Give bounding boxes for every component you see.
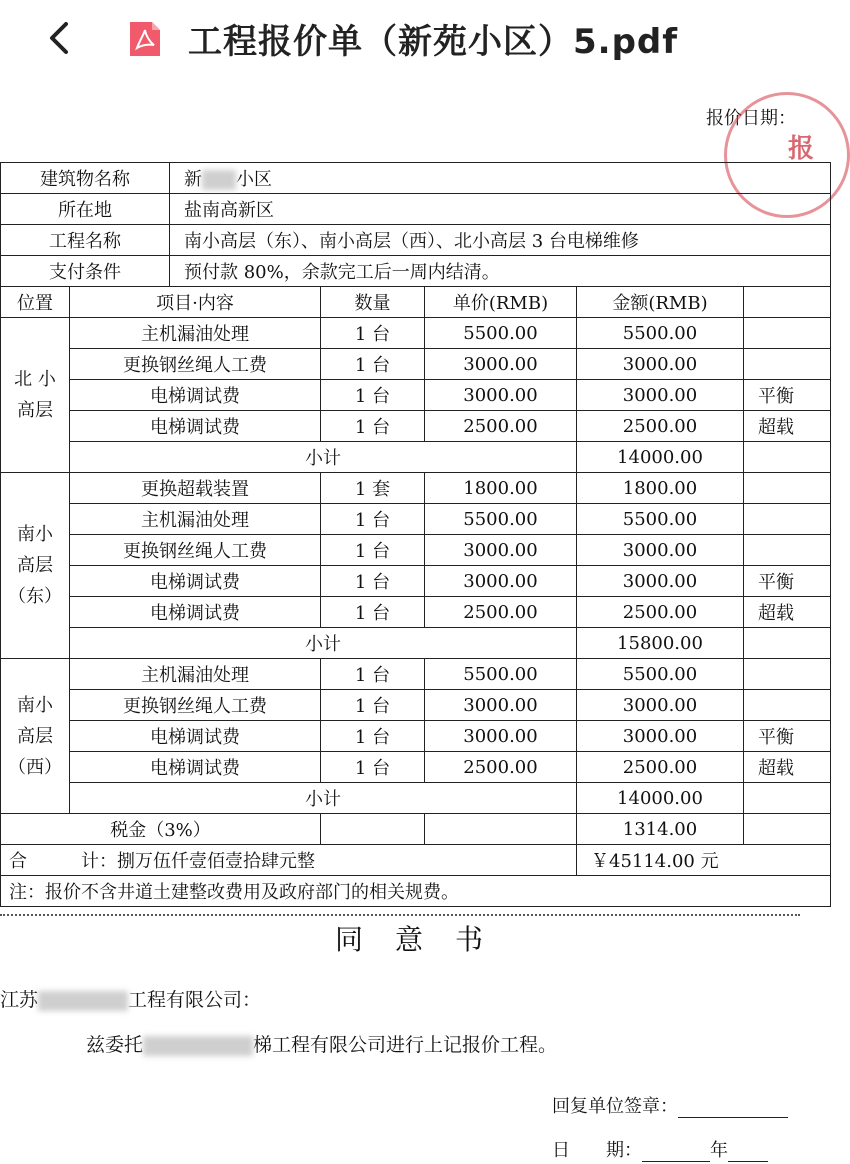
agreement-body: 兹委托 梯工程有限公司进行上记报价工程。 [86, 1034, 558, 1056]
item-cell: 电梯调试费 [70, 566, 321, 597]
pdf-icon [126, 20, 164, 58]
tax-row [1, 814, 831, 845]
price-cell: 3000.00 [425, 535, 577, 566]
subtotal-label: 小计 [70, 442, 577, 473]
qty-cell: 1 台 [321, 349, 425, 380]
tax-empty [425, 814, 577, 845]
qty-cell: 1 台 [321, 721, 425, 752]
price-cell: 3000.00 [425, 721, 577, 752]
qty-cell: 1 台 [321, 411, 425, 442]
subtotal-row [1, 628, 831, 659]
amount-cell: 5500.00 [577, 659, 744, 690]
agreement-recipient: 江苏 工程有限公司： [0, 989, 262, 1011]
qty-cell: 1 台 [321, 380, 425, 411]
note-cell [744, 659, 831, 690]
amount-cell: 2500.00 [577, 411, 744, 442]
date-line: 日 期： 年 [552, 1136, 768, 1162]
note-cell [744, 473, 831, 504]
info-label: 所在地 [1, 194, 170, 225]
column-header-row [1, 287, 831, 318]
item-row [1, 473, 831, 504]
item-row [1, 380, 831, 411]
price-cell: 2500.00 [425, 752, 577, 783]
subtotal-row [1, 442, 831, 473]
divider [0, 914, 800, 916]
price-cell: 3000.00 [425, 349, 577, 380]
item-cell: 主机漏油处理 [70, 318, 321, 349]
info-row [1, 225, 831, 256]
amount-cell: 2500.00 [577, 752, 744, 783]
item-row [1, 504, 831, 535]
item-cell: 更换钢丝绳人工费 [70, 535, 321, 566]
info-row [1, 163, 831, 194]
price-cell: 5500.00 [425, 318, 577, 349]
col-qty: 数量 [321, 287, 425, 318]
subtotal-amount: 15800.00 [577, 628, 744, 659]
note-cell: 平衡 [744, 566, 831, 597]
col-note [744, 287, 831, 318]
info-value: 盐南高新区 [170, 194, 831, 225]
note-cell: 平衡 [744, 721, 831, 752]
qty-cell: 1 台 [321, 535, 425, 566]
qty-cell: 1 台 [321, 659, 425, 690]
price-cell: 1800.00 [425, 473, 577, 504]
price-cell: 2500.00 [425, 411, 577, 442]
col-amount: 金额(RMB) [577, 287, 744, 318]
note-cell [744, 442, 831, 473]
qty-cell: 1 台 [321, 504, 425, 535]
note-cell [744, 628, 831, 659]
location-cell: 南小 高层 （东） [1, 473, 70, 659]
location-cell: 南小 高层 （西） [1, 659, 70, 814]
item-cell: 电梯调试费 [70, 721, 321, 752]
subtotal-amount: 14000.00 [577, 442, 744, 473]
chevron-left-icon[interactable] [42, 18, 78, 58]
note-cell: 超载 [744, 411, 831, 442]
info-value: 预付款 80%，余款完工后一周内结清。 [170, 256, 831, 287]
item-row [1, 411, 831, 442]
info-value: 新 小区 [170, 163, 831, 194]
price-cell: 3000.00 [425, 380, 577, 411]
quote-table [0, 162, 831, 907]
subtotal-amount: 14000.00 [577, 783, 744, 814]
amount-cell: 1800.00 [577, 473, 744, 504]
redaction [38, 991, 128, 1011]
top-bar [0, 0, 800, 80]
sign-line: 回复单位签章： [552, 1092, 788, 1118]
price-cell: 3000.00 [425, 566, 577, 597]
item-row [1, 566, 831, 597]
stamp-char: 报 [788, 134, 815, 164]
total-row [1, 845, 831, 876]
amount-cell: 3000.00 [577, 566, 744, 597]
subtotal-row [1, 783, 831, 814]
qty-cell: 1 台 [321, 318, 425, 349]
note-cell [744, 349, 831, 380]
amount-cell: 5500.00 [577, 504, 744, 535]
qty-cell: 1 台 [321, 566, 425, 597]
item-row [1, 535, 831, 566]
amount-cell: 3000.00 [577, 349, 744, 380]
quote-date-label: 报价日期： [706, 108, 796, 129]
total-amount: ￥45114.00 元 [577, 845, 831, 876]
info-row [1, 194, 831, 225]
qty-cell: 1 套 [321, 473, 425, 504]
col-item: 项目·内容 [70, 287, 321, 318]
amount-cell: 3000.00 [577, 690, 744, 721]
note-cell: 超载 [744, 597, 831, 628]
total-label: 合 计：捌万伍仟壹佰壹拾肆元整 [1, 845, 577, 876]
price-cell: 5500.00 [425, 504, 577, 535]
item-row [1, 349, 831, 380]
item-cell: 电梯调试费 [70, 411, 321, 442]
item-row [1, 752, 831, 783]
note-cell [744, 535, 831, 566]
info-label: 工程名称 [1, 225, 170, 256]
agreement-title: 同意书 [334, 923, 515, 956]
info-value: 南小高层（东）、南小高层（西）、北小高层 3 台电梯维修 [170, 225, 831, 256]
amount-cell: 3000.00 [577, 721, 744, 752]
item-row [1, 721, 831, 752]
item-cell: 电梯调试费 [70, 752, 321, 783]
document-title: 工程报价单（新苑小区）5.pdf [188, 22, 679, 62]
note-cell [744, 504, 831, 535]
redaction [202, 170, 236, 190]
subtotal-label: 小计 [70, 783, 577, 814]
note-row [1, 876, 831, 907]
note-cell [744, 690, 831, 721]
redaction [143, 1036, 253, 1056]
note-text: 注：报价不含井道土建整改费用及政府部门的相关规费。 [1, 876, 831, 907]
item-cell: 电梯调试费 [70, 597, 321, 628]
qty-cell: 1 台 [321, 752, 425, 783]
amount-cell: 5500.00 [577, 318, 744, 349]
subtotal-label: 小计 [70, 628, 577, 659]
tax-amount: 1314.00 [577, 814, 744, 845]
item-row [1, 597, 831, 628]
note-cell [744, 318, 831, 349]
note-cell: 超载 [744, 752, 831, 783]
note-cell [744, 814, 831, 845]
location-cell: 北 小 高层 [1, 318, 70, 473]
col-loc: 位置 [1, 287, 70, 318]
price-cell: 3000.00 [425, 690, 577, 721]
qty-cell: 1 台 [321, 597, 425, 628]
price-cell: 2500.00 [425, 597, 577, 628]
info-row [1, 256, 831, 287]
item-row [1, 659, 831, 690]
item-cell: 电梯调试费 [70, 380, 321, 411]
price-cell: 5500.00 [425, 659, 577, 690]
note-cell [744, 783, 831, 814]
info-label: 支付条件 [1, 256, 170, 287]
item-cell: 更换钢丝绳人工费 [70, 690, 321, 721]
amount-cell: 3000.00 [577, 380, 744, 411]
item-cell: 主机漏油处理 [70, 504, 321, 535]
item-row [1, 318, 831, 349]
qty-cell: 1 台 [321, 690, 425, 721]
item-row [1, 690, 831, 721]
tax-empty [321, 814, 425, 845]
info-label: 建筑物名称 [1, 163, 170, 194]
item-cell: 更换钢丝绳人工费 [70, 349, 321, 380]
amount-cell: 2500.00 [577, 597, 744, 628]
col-price: 单价(RMB) [425, 287, 577, 318]
item-cell: 更换超载装置 [70, 473, 321, 504]
item-cell: 主机漏油处理 [70, 659, 321, 690]
amount-cell: 3000.00 [577, 535, 744, 566]
note-cell: 平衡 [744, 380, 831, 411]
tax-label: 税金（3%） [1, 814, 321, 845]
